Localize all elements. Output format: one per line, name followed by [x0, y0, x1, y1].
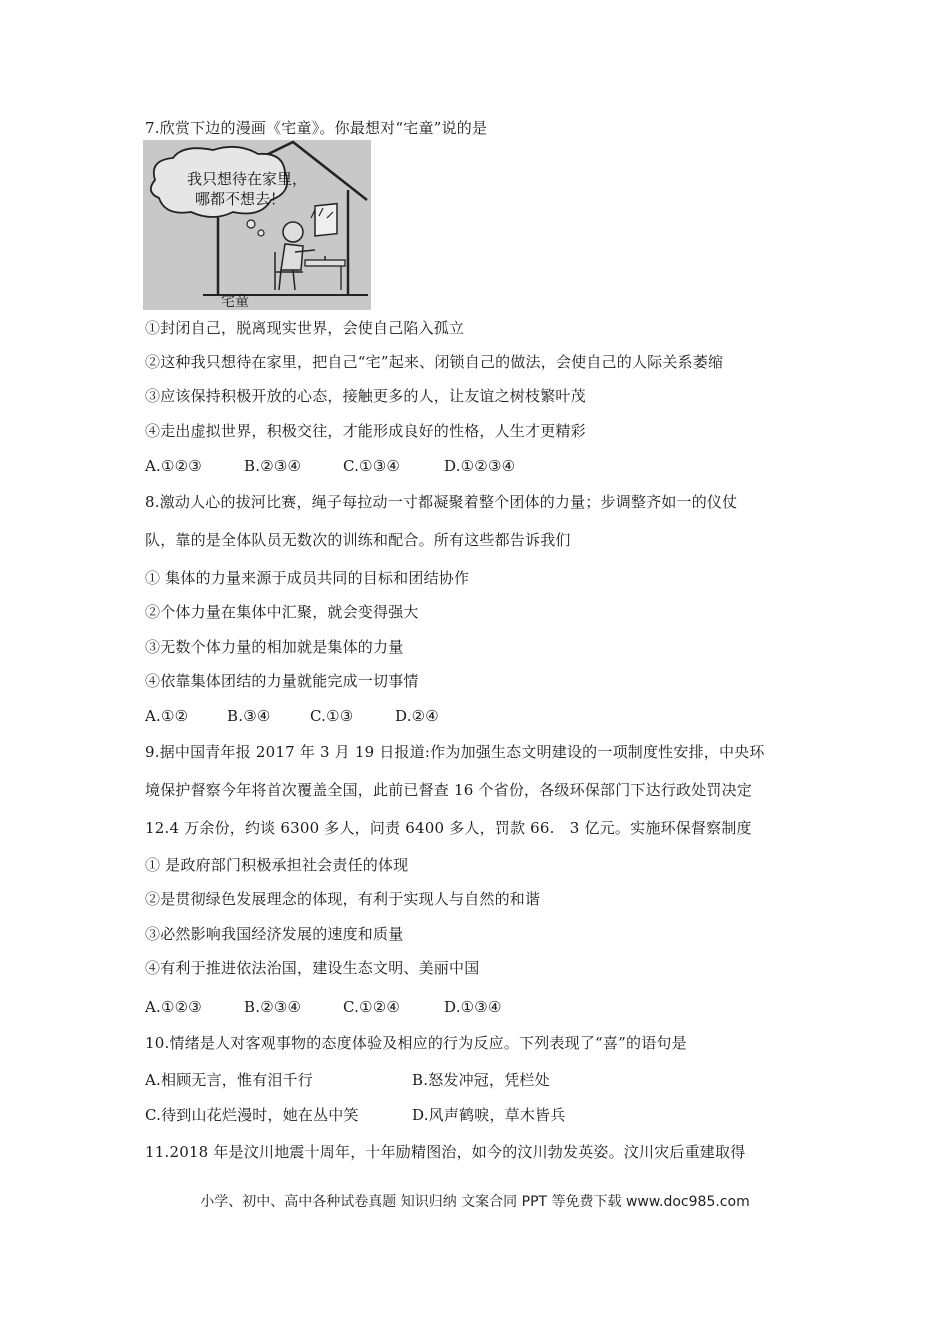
q9-stem-line-2: 境保护督察今年将首次覆盖全国，此前已督查 16 个省份，各级环保部门下达行政处罚决定 [145, 781, 753, 799]
q8-option-2: ②个体力量在集体中汇聚，就会变得强大 [145, 603, 419, 621]
q9-option-1: ① 是政府部门积极承担社会责任的体现 [145, 856, 409, 874]
q8-choice-b: B.③④ [227, 707, 271, 725]
q7-choice-c: C.①③④ [343, 457, 401, 475]
q9-choice-d: D.①③④ [444, 998, 502, 1016]
q8-option-4: ④依靠集体团结的力量就能完成一切事情 [145, 672, 419, 690]
q9-choice-c: C.①②④ [343, 998, 401, 1016]
q8-choice-d: D.②④ [395, 707, 439, 725]
q11-stem: 11.2018 年是汶川地震十周年，十年励精图治，如今的汶川勃发英姿。汶川灾后重建取得 [145, 1143, 746, 1161]
q10-choices-row-2 [145, 1105, 565, 1125]
q7-option-4: ④走出虚拟世界，积极交往，才能形成良好的性格，人生才更精彩 [145, 422, 586, 440]
comic-speech-line-1: 我只想待在家里， [187, 170, 308, 188]
comic-speech-line-2: 哪都不想去！ [195, 190, 286, 208]
q8-stem-line-2: 队，靠的是全体队员无数次的训练和配合。所有这些都告诉我们 [145, 531, 571, 549]
q7-choice-b: B.②③④ [244, 457, 302, 475]
q10-choices-row-1 [145, 1070, 550, 1090]
q9-stem-line-3: 12.4 万余份，约谈 6300 多人，问责 6400 多人，罚款 66. 3 亿元。实施环保督察制度 [145, 819, 752, 837]
q9-option-2: ②是贯彻绿色发展理念的体现，有利于实现人与自然的和谐 [145, 890, 541, 908]
q7-choice-d: D.①②③④ [444, 457, 516, 475]
q9-choices [145, 997, 502, 1017]
q10-choice-a: A.相顾无言，惟有泪千行 [145, 1071, 314, 1089]
q9-option-4: ④有利于推进依法治国，建设生态文明、美丽中国 [145, 959, 480, 977]
q9-option-3: ③必然影响我国经济发展的速度和质量 [145, 925, 404, 943]
q7-option-1: ①封闭自己，脱离现实世界，会使自己陷入孤立 [145, 319, 465, 337]
comic-drawing [143, 140, 371, 310]
q8-option-3: ③无数个体力量的相加就是集体的力量 [145, 638, 404, 656]
q8-choice-a: A.①② [145, 707, 189, 725]
q10-stem: 10.情绪是人对客观事物的态度体验及相应的行为反应。下列表现了“喜”的语句是 [145, 1034, 687, 1052]
q8-option-1: ① 集体的力量来源于成员共同的目标和团结协作 [145, 569, 470, 587]
comic-caption: 宅童 [221, 294, 249, 310]
footer-text: 小学、初中、高中各种试卷真题 知识归纳 文案合同 PPT 等免费下载 www.doc985.com [200, 1194, 750, 1210]
q10-choice-d: D.风声鹤唳，草木皆兵 [412, 1106, 566, 1124]
q7-choices [145, 456, 515, 476]
q10-choice-b: B.怒发冲冠，凭栏处 [412, 1071, 550, 1089]
q10-choice-c: C.待到山花烂漫时，她在丛中笑 [145, 1106, 359, 1124]
q8-choices [145, 706, 439, 726]
q9-stem-line-1: 9.据中国青年报 2017 年 3 月 19 日报道:作为加强生态文明建设的一项制度性安排，中央环 [145, 743, 765, 761]
q7-stem: 7.欣赏下边的漫画《宅童》。你最想对“宅童”说的是 [145, 119, 488, 137]
q7-option-2: ②这种我只想待在家里，把自己“宅”起来、闭锁自己的做法，会使自己的人际关系萎缩 [145, 353, 724, 371]
q9-choice-b: B.②③④ [244, 998, 302, 1016]
q8-choice-c: C.①③ [310, 707, 354, 725]
q7-option-3: ③应该保持积极开放的心态，接触更多的人，让友谊之树枝繁叶茂 [145, 387, 586, 405]
q7-choice-a: A.①②③ [145, 457, 202, 475]
q9-choice-a: A.①②③ [145, 998, 202, 1016]
q8-stem-line-1: 8.激动人心的拔河比赛，绳子每拉动一寸都凝聚着整个团体的力量；步调整齐如一的仪仗 [145, 493, 738, 511]
comic-zhaitong-image [143, 140, 371, 310]
